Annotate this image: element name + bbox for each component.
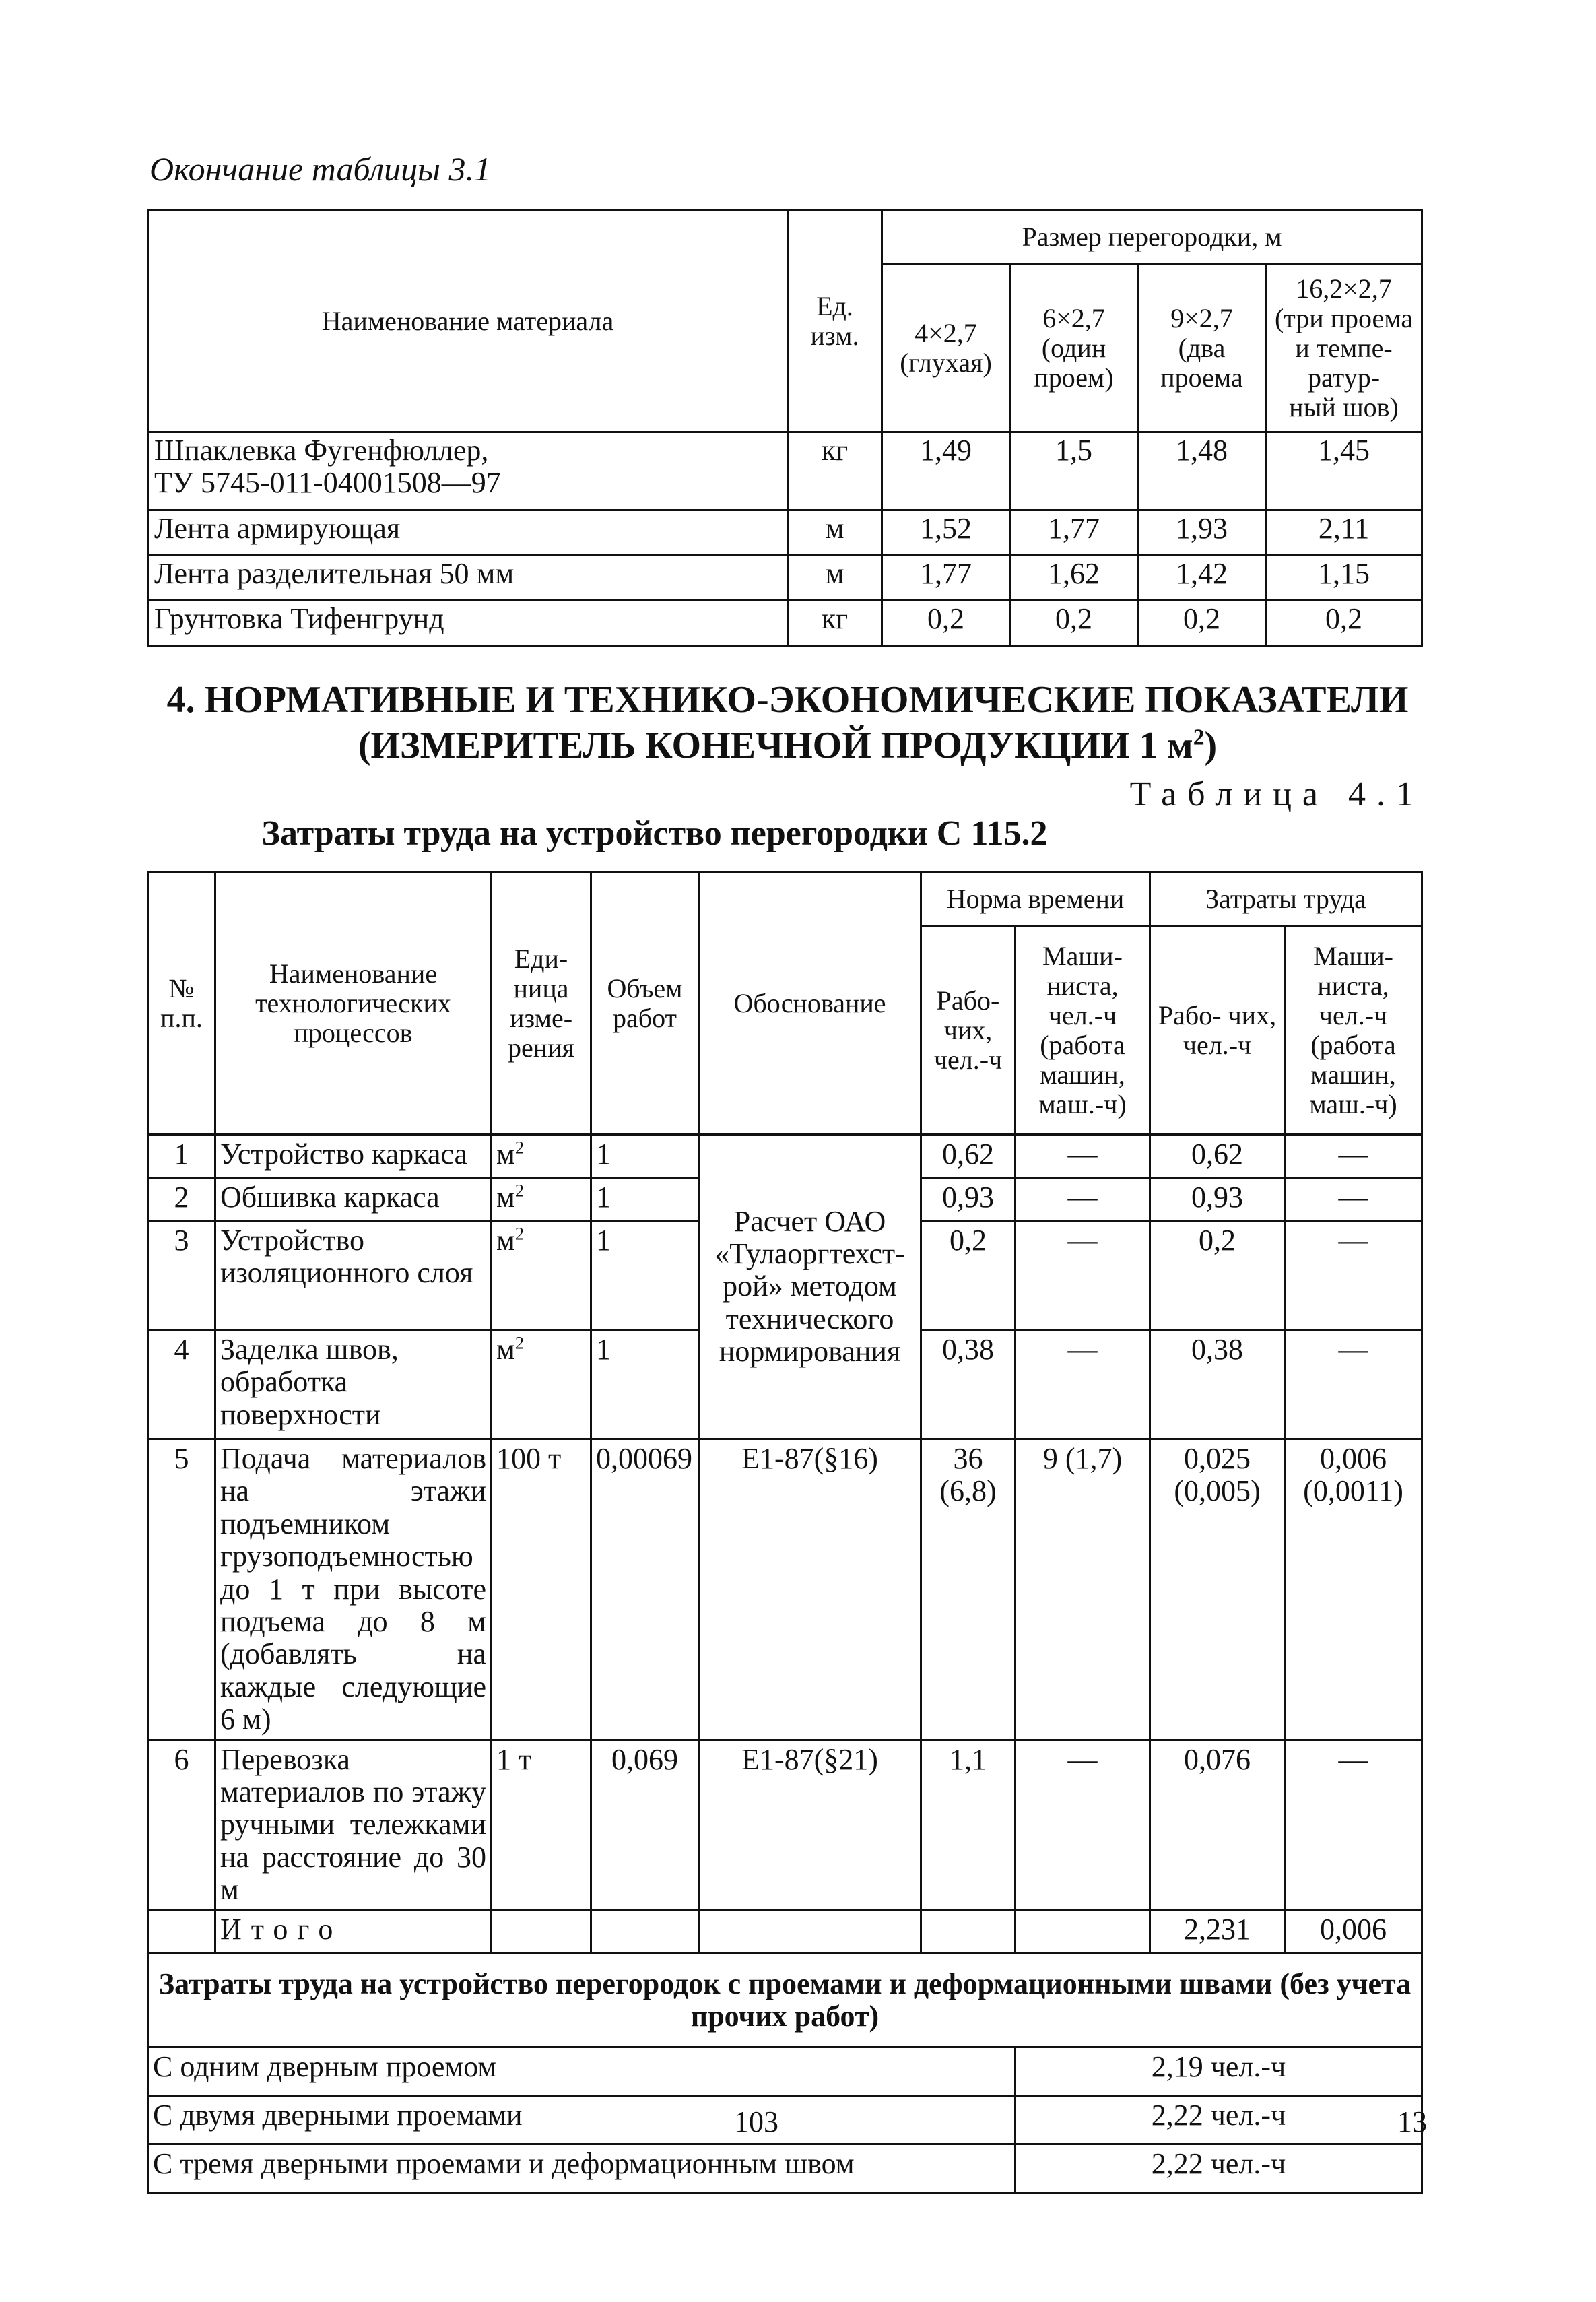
table-row: 2 Обшивка каркаса $м^2$ 1 0,93 — 0,93 —	[148, 1178, 1422, 1221]
table-row: Лента армирующая м 1,52 1,77 1,93 2,11	[148, 511, 1422, 556]
header-process-name: Наименование технологических процессов	[215, 872, 492, 1135]
header-time-norm: Норма времени	[921, 872, 1150, 926]
table-row: 3 Устройство изоляционного слоя $м^2$ 1 0,2 — 0,2 —	[148, 1221, 1422, 1330]
page-number: 103	[734, 2105, 778, 2138]
table-row: Шпаклевка Фугенфюллер, ТУ 5745-011-04001508—97 кг 1,49 1,5 1,48 1,45	[148, 432, 1422, 511]
header-size-col: 9×2,7 (два проема	[1138, 264, 1266, 432]
table-row: 4 Заделка швов, обработка поверхности $м^2$ 1 0,38 — 0,38 —	[148, 1330, 1422, 1439]
header-cost-machinists: Маши- ниста, чел.-ч (работа машин, маш.-ч)	[1285, 926, 1422, 1135]
summary-row: С тремя дверными проемами и деформационным швом 2,22 чел.-ч	[148, 2144, 1422, 2193]
sheet-number: 13	[1397, 2105, 1427, 2138]
table-row: 6 Перевозка материалов по этажу ручными тележками на расстояние до 30 м 1 т 0,069 Е1-87(§21) 1,1 — 0,076 —	[148, 1740, 1422, 1910]
summary-row: С одним дверным проемом 2,19 чел.-ч	[148, 2047, 1422, 2096]
basis-merged-cell: Расчет ОАО «Тулаоргтехст- рой» методом технического нормирования	[699, 1135, 921, 1439]
header-basis: Обоснование	[699, 872, 921, 1135]
header-norm-machinists: Маши- ниста, чел.-ч (работа машин, маш.-ч)	[1016, 926, 1150, 1135]
header-number: № п.п.	[148, 872, 215, 1135]
summary-title: Затраты труда на устройство перегородок с проемами и деформационными швами (без учета прочих работ)	[148, 1953, 1422, 2047]
header-labor-cost: Затраты труда	[1150, 872, 1422, 926]
header-size-col: 6×2,7 (один проем)	[1010, 264, 1138, 432]
header-partition-size: Размер перегородки, м	[882, 210, 1422, 264]
table-title: Затраты труда на устройство перегородки С 115.2	[261, 814, 1048, 853]
table-row: 5 Подача материалов на этажи подъемником грузоподъемностью до 1 т при высоте подъема до 8 м (добавлять на каждые следующие 6 м) 100 т 0,00069 Е1-87(§16) 36 (6,8) 9 (1,7) 0,025 (0,005) 0,006 (0,0011)	[148, 1439, 1422, 1740]
header-size-col: 4×2,7 (глухая)	[882, 264, 1010, 432]
header-norm-workers: Рабо- чих, чел.-ч	[921, 926, 1016, 1135]
materials-table	[147, 209, 1423, 647]
labor-costs-table	[147, 871, 1423, 2194]
section-heading: 4. НОРМАТИВНЫЕ И ТЕХНИКО-ЭКОНОМИЧЕСКИЕ ПОКАЗАТЕЛИ (ИЗМЕРИТЕЛЬ КОНЕЧНОЙ ПРОДУКЦИИ 1 $м^2$)	[166, 679, 1409, 767]
table-number-label: Таблица 4.1	[1129, 775, 1424, 814]
header-unit: Еди- ница изме- рения	[492, 872, 591, 1135]
header-size-col: 16,2×2,7 (три проема и темпе- ратур- ный шов)	[1266, 264, 1422, 432]
total-row: Итого 2,231 0,006	[148, 1910, 1422, 1953]
header-unit: Ед. изм.	[788, 210, 882, 432]
table-row: Лента разделительная 50 мм м 1,77 1,62 1,42 1,15	[148, 556, 1422, 601]
header-volume: Объем работ	[591, 872, 699, 1135]
continuation-caption: Окончание таблицы 3.1	[149, 150, 492, 188]
table-row: 1 Устройство каркаса $м^2$ 1 Расчет ОАО «Тулаоргтехст- рой» методом технического нормирования 0,62 — 0,62 —	[148, 1135, 1422, 1178]
summary-row: С двумя дверными проемами 2,22 чел.-ч	[148, 2096, 1422, 2144]
table-row: Грунтовка Тифенгрунд кг 0,2 0,2 0,2 0,2	[148, 601, 1422, 646]
header-material: Наименование материала	[148, 210, 788, 432]
header-cost-workers: Рабо- чих, чел.-ч	[1150, 926, 1285, 1135]
